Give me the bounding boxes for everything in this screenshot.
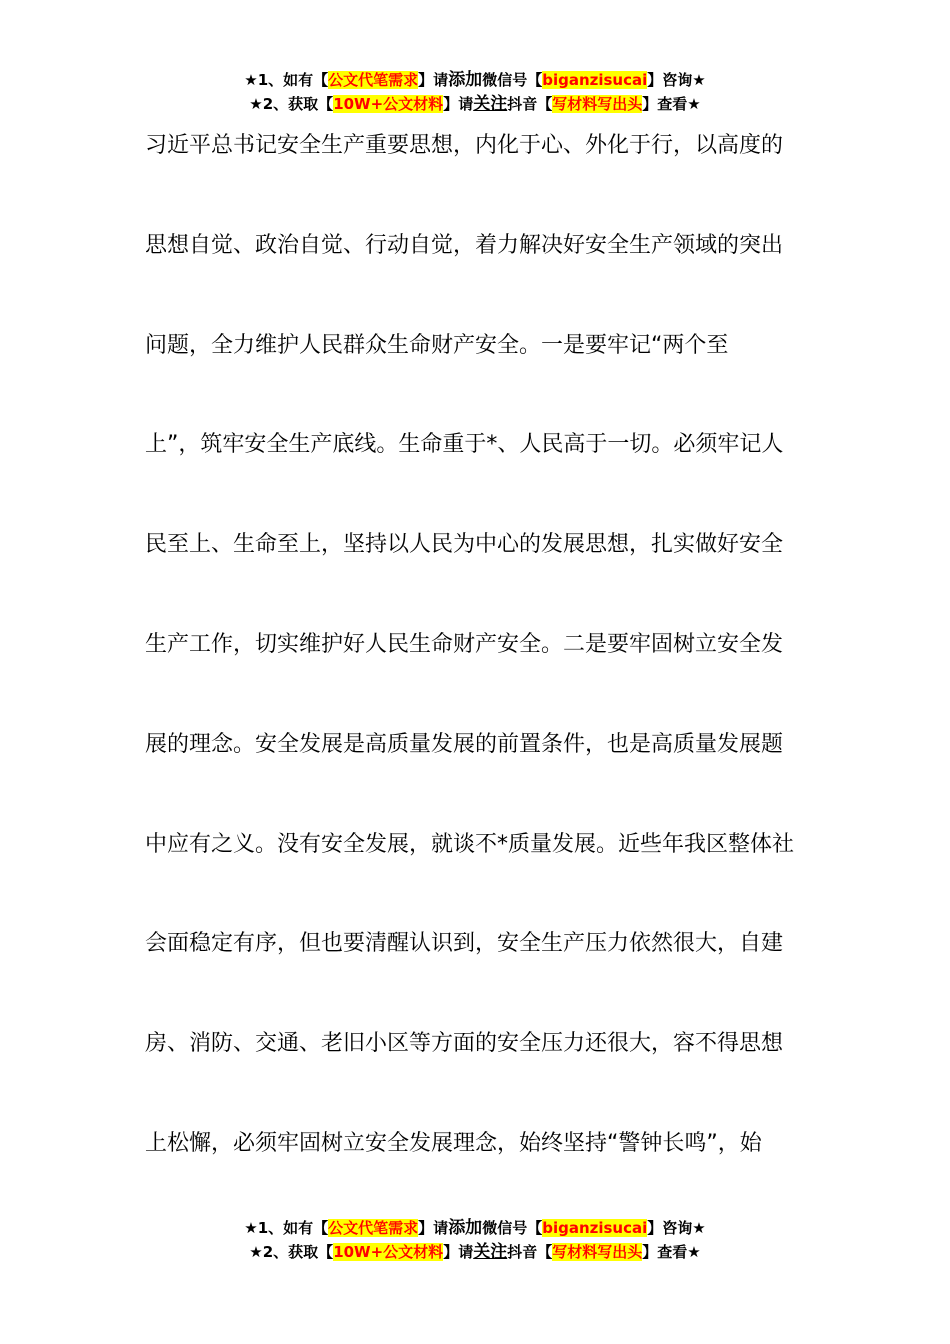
body-line: 上”，筑牢安全生产底线。生命重于*、人民高于一切。必须牢记人 (145, 432, 784, 458)
banner-text: ★1、如有【 (244, 1219, 329, 1237)
banner-text: 抖音【 (507, 1243, 553, 1261)
highlight-service: 公文代笔需求 (328, 71, 419, 89)
body-line: 会面稳定有序，但也要清醒认识到，安全生产压力依然很大，自建 (145, 931, 784, 957)
banner-text: 】请 (443, 1243, 474, 1261)
banner-text: 微信号【 (482, 1219, 543, 1237)
body-line: 上松懈，必须牢固树立安全发展理念，始终坚持“警钟长鸣”，始 (145, 1130, 762, 1156)
banner-text: 】咨询★ (647, 71, 706, 89)
body-line: 中应有之义。没有安全发展，就谈不*质量发展。近些年我区整体社 (145, 831, 795, 857)
banner-text: 】请 (418, 1219, 449, 1237)
header-banner (0, 68, 950, 116)
body-line: 房、消防、交通、老旧小区等方面的安全压力还很大，容不得思想 (145, 1031, 784, 1057)
banner-emphasis: 添加 (448, 70, 483, 90)
banner-line-2 (0, 1240, 950, 1264)
banner-emphasis: 关注 (473, 1242, 508, 1262)
body-line: 民至上、生命至上，坚持以人民为中心的发展思想，扎实做好安全 (145, 532, 784, 558)
highlight-wechat-id: biganzisucai (542, 1219, 648, 1237)
body-line: 思想自觉、政治自觉、行动自觉，着力解决好安全生产领域的突出 (145, 232, 784, 258)
banner-line-2 (0, 92, 950, 116)
highlight-douyin-account: 写材料写出头 (552, 1243, 643, 1261)
banner-text: 】查看★ (642, 1243, 701, 1261)
body-line: 生产工作，切实维护好人民生命财产安全。二是要牢固树立安全发 (145, 631, 784, 657)
banner-text: 】查看★ (642, 95, 701, 113)
body-line: 展的理念。安全发展是高质量发展的前置条件，也是高质量发展题 (145, 731, 784, 757)
highlight-douyin-account: 写材料写出头 (552, 95, 643, 113)
banner-emphasis: 添加 (448, 1218, 483, 1238)
banner-text: 抖音【 (507, 95, 553, 113)
banner-text: 】请 (418, 71, 449, 89)
footer-banner (0, 1216, 950, 1264)
banner-text: ★2、获取【 (249, 95, 334, 113)
banner-text: 微信号【 (482, 71, 543, 89)
banner-line-1 (0, 1216, 950, 1240)
document-body (145, 126, 825, 1224)
banner-text: 】请 (443, 95, 474, 113)
body-line: 习近平总书记安全生产重要思想，内化于心、外化于行，以高度的 (145, 133, 784, 158)
banner-text: ★2、获取【 (249, 1243, 334, 1261)
body-line: 问题，全力维护人民群众生命财产安全。一是要牢记“两个至 (145, 332, 729, 358)
banner-text: ★1、如有【 (244, 71, 329, 89)
banner-emphasis: 关注 (473, 94, 508, 114)
banner-line-1 (0, 68, 950, 92)
highlight-materials: 10W+公文材料 (333, 95, 444, 113)
highlight-materials: 10W+公文材料 (333, 1243, 444, 1261)
banner-text: 】咨询★ (647, 1219, 706, 1237)
highlight-service: 公文代笔需求 (328, 1219, 419, 1237)
highlight-wechat-id: biganzisucai (542, 71, 648, 89)
